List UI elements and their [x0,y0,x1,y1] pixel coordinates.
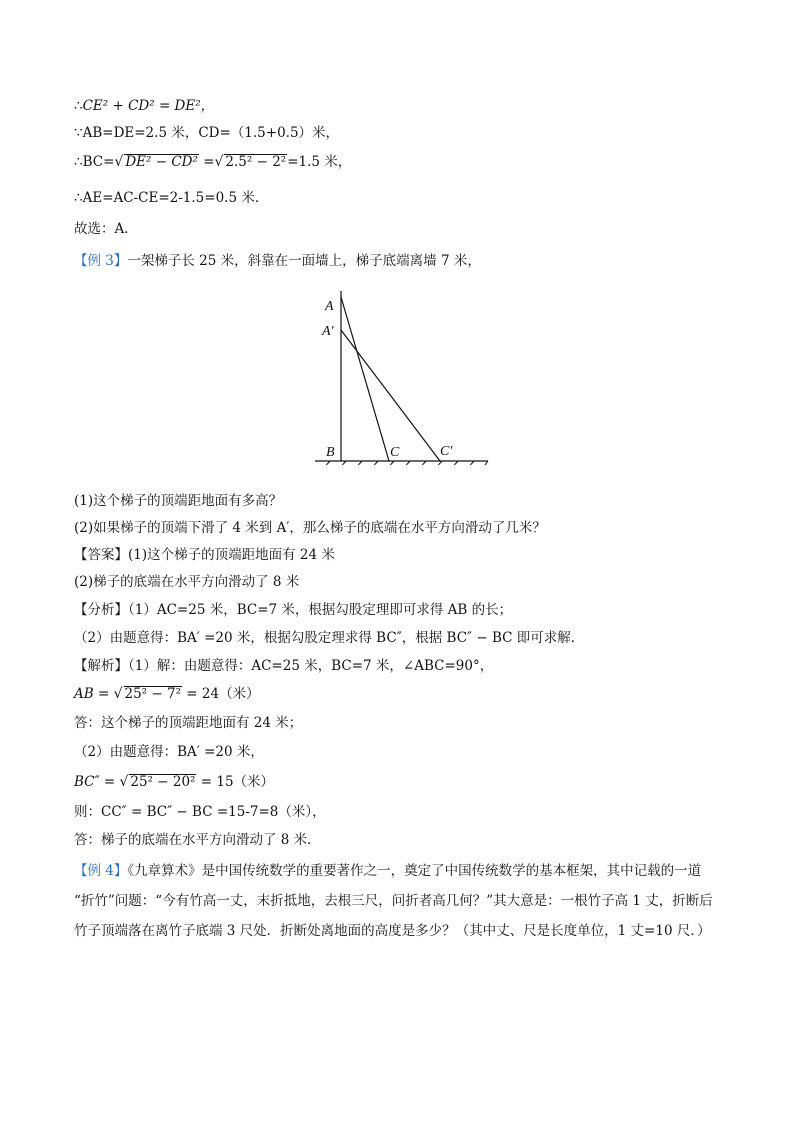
example-4-line-3: 竹子顶端落在离竹子底端 3 尺处．折断处离地面的高度是多少？（其中丈、尺是长度单位，1 丈=10 尺．） [74,923,711,939]
sqrt-sign: √ [214,154,224,170]
example-4-text: 《九章算术》是中国传统数学的重要著作之一，奠定了中国传统数学的基本框架，其中记载的一道 [127,863,702,879]
solution-line-1 [74,656,734,676]
example-3-tag: 【例 3】 [74,253,128,269]
sqrt-sign: √ [119,774,129,790]
example-3-statement [74,251,734,271]
answer-line-2: (2)梯子的底端在水平方向滑动了 8 米 [74,574,300,590]
solution-line-7: 答：梯子的底端在水平方向滑动了 8 米． [74,832,321,848]
label-c: C [390,445,400,460]
sqrt-sign: √ [114,154,124,170]
ground-hatching [319,461,488,465]
example-4-line-2: “折竹”问题：“今有竹高一丈，末折抵地，去根三尺，问折者高几何？”其大意是：一根竹子高 1 丈，折断后 [74,893,713,909]
solution-line-6: 则：CC″ = BC″ − BC =15-7=8（米）， [74,804,326,820]
proof-line-4: ∴AE=AC-CE=2-1.5=0.5 米． [74,190,269,206]
sqrt-radicand: DE² − CD² [125,154,198,170]
equation-lhs: BC″ = [74,774,116,790]
example-4-tag: 【例 4】 [74,863,128,879]
solution-line-4: （2）由题意得：BA′ =20 米， [74,744,264,760]
equation-result: = 15（米） [200,774,275,790]
question-2: (2)如果梯子的顶端下滑了 4 米到 A′，那么梯子的底端在水平方向滑动了几米？ [74,520,546,536]
ladder-initial [341,297,389,461]
proof-line-2: ∵AB=DE=2.5 米，CD=（1.5+0.5）米， [74,125,340,141]
label-a: A [325,299,334,314]
proof-line-1 [74,96,734,116]
sqrt-radicand: 25² − 20² [130,774,196,790]
equation-result: = 24（米） [186,686,260,702]
answer-line-1 [74,545,734,565]
equation-result: =1.5 米， [287,154,352,170]
label-c-prime: C′ [440,444,453,459]
answer-tag: 【答案】 [74,547,128,563]
solution-line-5 [74,772,734,792]
answer-1-text: (1)这个梯子的顶端距地面有 24 米 [128,547,335,563]
equation-lhs: ∴BC= [74,154,115,170]
solution-line-2 [74,684,734,704]
equation-text: CE² + CD² = DE²， [82,98,215,114]
answer-choice: 故选：A． [74,221,138,237]
label-b: B [326,445,335,460]
solution-line-3: 答：这个梯子的顶端距地面有 24 米； [74,715,303,731]
analysis-1-text: （1）AC=25 米，BC=7 米，根据勾股定理即可求得 AB 的长； [128,602,513,618]
ladder-slid [341,330,440,461]
ladder-figure [310,285,495,465]
equals-sign: = [203,154,215,170]
solution-tag: 【解析】 [74,658,128,674]
therefore-symbol: ∴ [74,98,83,114]
example-3-text: 一架梯子长 25 米，斜靠在一面墙上，梯子底端离墙 7 米， [127,253,481,269]
question-1: (1)这个梯子的顶端距地面有多高？ [74,493,283,509]
sqrt-sign: √ [113,686,123,702]
solution-1-text: （1）解：由题意得：AC=25 米，BC=7 米，∠ABC=90°， [128,658,494,674]
example-4-line-1 [74,861,734,881]
sqrt-radicand: 25² − 7² [124,686,181,702]
proof-line-3 [74,152,734,172]
analysis-tag: 【分析】 [74,602,128,618]
sqrt-radicand: 2.5² − 2² [225,154,287,170]
analysis-line-1 [74,600,734,620]
analysis-line-2: （2）由题意得：BA′ =20 米，根据勾股定理求得 BC″，根据 BC″ − BC 即可求解． [74,630,585,646]
label-a-prime: A′ [322,324,334,339]
equation-lhs: AB = [74,686,110,702]
